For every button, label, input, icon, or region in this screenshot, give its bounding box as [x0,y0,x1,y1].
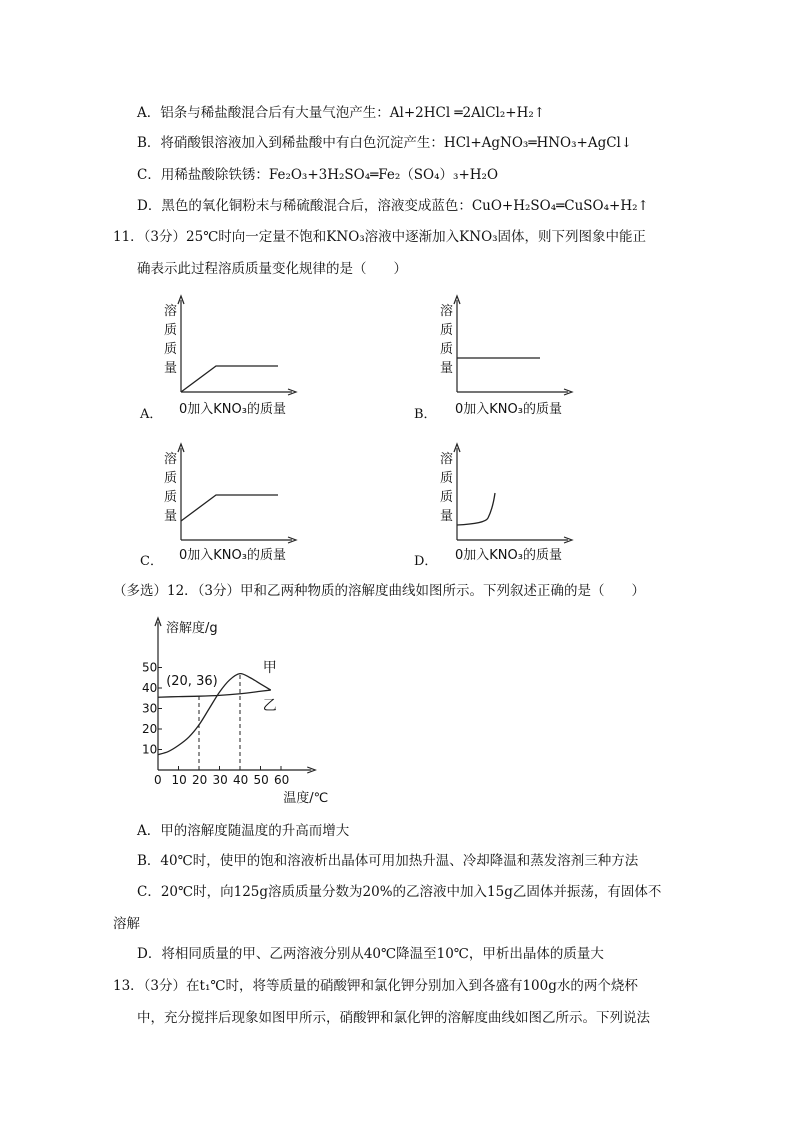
x-tick-label: 30 [212,773,228,787]
y-tick-label: 30 [142,701,158,716]
y-label-4: 量 [440,509,454,524]
y-label-1: 溶 [440,452,454,467]
q12-option-d: D．将相同质量的甲、乙两溶液分别从40℃降温至10℃，甲析出晶体的质量大 [137,946,604,962]
q11-graph-b [436,292,576,422]
q11-stem-line1: 11．（3分）25℃时向一定量不饱和KNO₃溶液中逐渐加入KNO₃固体，则下列图象中能正 [113,229,647,245]
y-tick-label: 20 [142,722,158,736]
y-label-2: 质 [164,471,178,486]
x-axis-label: 温度/℃ [283,791,329,806]
series-jia-label: 甲 [262,660,277,677]
x-tick-label: 10 [171,773,187,787]
intersection-annotation: (20, 36) [166,673,218,689]
q11-option-a-label: A． [140,407,163,422]
q11-option-d-label: D． [414,554,438,569]
y-label-4: 量 [164,361,178,376]
solubility-chart [138,614,378,804]
x-tick-label: 50 [253,773,269,787]
series-yi-curve [158,690,271,697]
y-label-2: 质 [440,471,454,486]
y-label-4: 量 [440,361,454,376]
q11-graph-c [160,440,300,570]
y-label-1: 溶 [164,304,178,319]
x-label: 0加入KNO₃的质量 [455,548,562,563]
q10-option-a: A．铝条与稀盐酸混合后有大量气泡产生：Al+2HCl ═2AlCl₂+H₂↑ [137,105,546,121]
y-tick-label: 10 [142,742,158,757]
q13-stem-line1: 13．（3分）在t₁℃时，将等质量的硝酸钾和氯化钾分别加入到各盛有100g水的两个烧杯 [113,978,638,994]
curve [181,366,278,392]
x-label: 0加入KNO₃的质量 [179,402,286,417]
q12-option-c-line1: C．20℃时，向125g溶质质量分数为20%的乙溶液中加入15g乙固体并振荡，有固体不 [137,884,662,900]
y-label-1: 溶 [164,452,178,467]
x-tick-label: 20 [192,773,208,787]
q12-option-b: B．40℃时，使甲的饱和溶液析出晶体可用加热升温、冷却降温和蒸发溶剂三种方法 [137,853,639,869]
y-axis-label: 溶解度/g [166,621,218,636]
y-label-2: 质 [440,323,454,338]
y-tick-label: 40 [142,681,158,695]
q10-option-b: B．将硝酸银溶液加入到稀盐酸中有白色沉淀产生：HCl+AgNO₃═HNO₃+AgCl↓ [137,135,633,151]
curve [457,493,495,525]
y-label-1: 溶 [440,304,454,319]
x-tick-label: 0 [154,773,162,787]
y-tick-label: 50 [142,660,158,675]
q13-stem-line2: 中，充分搅拌后现象如图甲所示，硝酸钾和氯化钾的溶解度曲线如图乙所示。下列说法 [137,1010,650,1026]
y-label-4: 量 [164,509,178,524]
y-label-2: 质 [164,323,178,338]
x-label: 0加入KNO₃的质量 [179,548,286,563]
q11-graph-d [436,440,576,570]
q11-option-b-label: B． [414,407,437,422]
x-tick-label: 60 [274,773,290,787]
q10-option-c: C．用稀盐酸除铁锈：Fe₂O₃+3H₂SO₄═Fe₂（SO₄）₃+H₂O [137,167,499,183]
q12-option-a: A．甲的溶解度随温度的升高而增大 [137,823,350,839]
y-label-3: 质 [164,490,178,505]
y-label-3: 质 [164,342,178,357]
curve [181,495,278,521]
q11-option-c-label: C． [140,554,163,569]
y-label-3: 质 [440,490,454,505]
q11-graph-a [160,292,300,422]
q12-stem: （多选）12．（3分）甲和乙两种物质的溶解度曲线如图所示。下列叙述正确的是（ ） [113,583,646,599]
x-tick-label: 40 [233,773,249,787]
q10-option-d: D．黑色的氧化铜粉末与稀硫酸混合后，溶液变成蓝色：CuO+H₂SO₄═CuSO₄+H₂↑ [137,198,649,214]
x-label: 0加入KNO₃的质量 [455,402,562,417]
q11-stem-line2: 确表示此过程溶质质量变化规律的是（ ） [137,261,407,277]
q12-option-c-line2: 溶解 [113,916,140,932]
series-yi-label: 乙 [262,698,277,715]
y-label-3: 质 [440,342,454,357]
